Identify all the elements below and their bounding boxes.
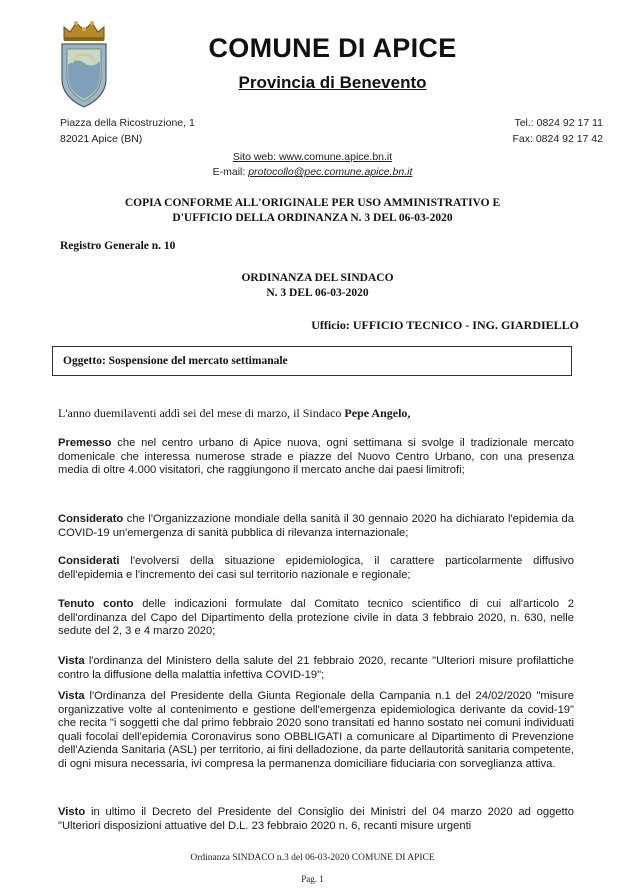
paragraph-vista-ministero: [58, 655, 574, 682]
web-contacts: [0, 150, 625, 180]
paragraph-considerato: [58, 513, 574, 540]
paragraph-visto-dpcm: [58, 806, 574, 833]
general-register: Registro Generale n. 10: [60, 240, 176, 252]
paragraph-text: l'ordinanza del Ministero della salute del 21 febbraio 2020, recante "Ulteriori misure profilattiche contro la diffusione della malattia infettiva COVID-19";: [58, 655, 574, 681]
address-city: 82021 Apice (BN): [60, 133, 143, 145]
contact-block: [513, 115, 604, 147]
paragraph-text: delle indicazioni formulate dal Comitato tecnico scientifico di cui all'articolo 2 dell'ordinanza del Capo del Dipartimento della protezione civile in data 3 febbraio 2020, n. 630, nelle sedute del 2, 3 e 4 marzo 2020;: [58, 598, 574, 637]
ordinance-number: N. 3 DEL 06-03-2020: [266, 287, 369, 299]
paragraph-tenuto-conto: [58, 598, 574, 639]
paragraph-premesso: [58, 437, 574, 478]
intro-text: L'anno duemilaventi addì sei del mese di marzo, il Sindaco: [58, 406, 345, 420]
email-prefix: E-mail:: [212, 166, 249, 178]
website-prefix: Sito web:: [232, 151, 279, 163]
office-line: Ufficio: UFFICIO TECNICO - ING. GIARDIELLO: [311, 318, 579, 332]
paragraph-text: l'evolversi della situazione epidemiologica, il carattere particolarmente diffusivo dell'epidemia e l'incremento dei casi sul territorio nazionale e regionale;: [58, 555, 574, 581]
conformity-heading: [0, 196, 625, 226]
fax: Fax: 0824 92 17 42: [512, 133, 603, 145]
page-number: Pag. 1: [301, 874, 324, 884]
email-link[interactable]: protocollo@pec.comune.apice.bn.it: [248, 166, 413, 178]
paragraph-text: che nel centro urbano di Apice nuova, ogni settimana si svolge il tradizionale mercato domenicale che interessa numerose strade e piazze del Nuovo Centro Urbano, con una presenza media di oltre 4.000 visitatori, che raggiungono il mercato anche dai paesi limitrofi;: [58, 437, 574, 476]
intro-paragraph: [58, 407, 574, 421]
ordinance-title: ORDINANZA DEL SINDACO: [241, 272, 394, 284]
paragraph-text: che l'Organizzazione mondiale della sanità il 30 gennaio 2020 ha dichiarato l'epidemia da COVID-19 un'emergenza di sanità pubblica di rilevanza internazionale;: [58, 513, 574, 539]
mayor-name: Pepe Angelo,: [344, 406, 411, 420]
paragraph-considerati: [58, 555, 574, 582]
conformity-line-1: COPIA CONFORME ALL'ORIGINALE PER USO AMMINISTRATIVO E: [124, 197, 501, 209]
conformity-line-2: D'UFFICIO DELLA ORDINANZA N. 3 DEL 06-03-2020: [172, 212, 453, 224]
paragraph-lead: Visto: [58, 806, 86, 818]
province-subtitle: Provincia di Benevento: [238, 73, 427, 92]
paragraph-lead: Vista: [58, 690, 85, 702]
telephone: Tel.: 0824 92 17 11: [514, 117, 603, 129]
ordinance-heading: [0, 271, 625, 301]
website-link[interactable]: www.comune.apice.bn.it: [278, 151, 393, 163]
paragraph-lead: Considerato: [58, 513, 124, 525]
paragraph-lead: Premesso: [58, 437, 112, 449]
paragraph-lead: Considerati: [58, 555, 120, 567]
paragraph-lead: Tenuto conto: [58, 598, 134, 610]
paragraph-vista-regione: [58, 690, 574, 771]
subject-text: Oggetto: Sospensione del mercato settimanale: [63, 355, 288, 367]
address-street: Piazza della Ricostruzione, 1: [60, 117, 195, 129]
page-footer: Ordinanza SINDACO n.3 del 06-03-2020 COMUNE DI APICE: [190, 853, 435, 863]
subject-box: [52, 346, 572, 376]
address-block: [60, 115, 195, 147]
paragraph-lead: Vista: [58, 655, 85, 667]
municipality-title: COMUNE DI APICE: [208, 33, 457, 63]
paragraph-text: l'Ordinanza del Presidente della Giunta Regionale della Campania n.1 del 24/02/2020 "misure organizzative volte al contenimento e gestione dell'emergenza epidemiologica derivante da covid-19" che recita "i soggetti che dal primo febbraio 2020 sono transitati ed hanno sostato nei comuni individuati quali focolai dell'epidemia Coronavirus sono OBBLIGATI a comunicare al Dipartimento di Prevenzione dell'Azienda Sanitaria (ASL) per territorio, ai fini delladozione, da parte dellautorità sanitaria competente, di ogni misura necessaria, ivi compresa la permanenza domiciliare fiduciaria con sorveglianza attiva.: [58, 690, 574, 770]
paragraph-text: in ultimo il Decreto del Presidente del Consiglio dei Ministri del 04 marzo 2020 ad oggetto "Ulteriori disposizioni attuative del D.L. 23 febbraio 2020 n. 6, recanti misure urgenti: [58, 806, 574, 832]
